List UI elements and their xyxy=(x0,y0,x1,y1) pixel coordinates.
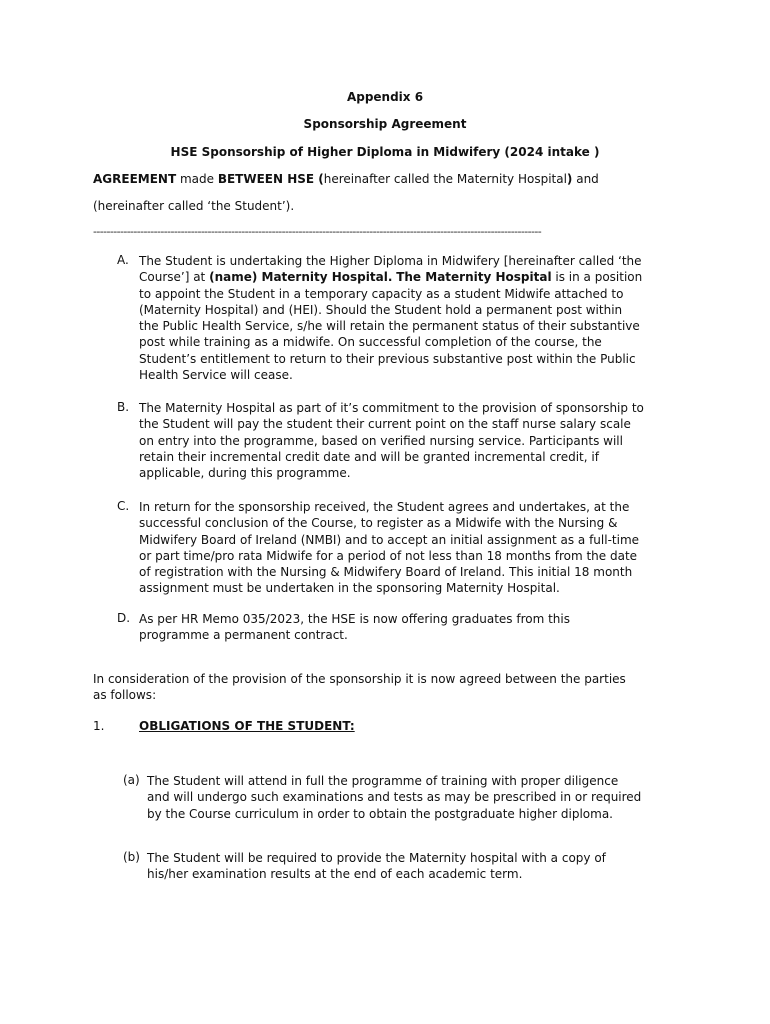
section-1-number: 1. xyxy=(93,719,105,733)
clause-a-part3: is in a position to appoint the Student in a temporary capacity as a student Midwife attached to (Maternity Hospital) and (HEI). Should the Student hold a permanent post within the Public Health Service, s/he will retain the permanent status of their substantive post while training as a midwife. On successful completion of the course, the Student’s entitlement to return to their previous substantive post within the Public Health Service will cease. xyxy=(139,270,643,383)
subclause-b-letter: (b) xyxy=(123,850,140,864)
clause-a-part1: The Student is undertaking the Higher Diploma in Midwifery [hereinafter called ‘the Course’] at xyxy=(139,254,642,285)
subclause-a-text: The Student will attend in full the programme of training with proper diligence and will undergo such examinations and tests as may be prescribed in or required by the Course curriculum in order to obtain the postgraduate higher diploma. xyxy=(147,774,642,821)
hospital-designation: hereinafter called the Maternity Hospital xyxy=(323,172,567,186)
between-hse: BETWEEN HSE ( xyxy=(217,172,324,186)
clause-a-hospital-name: (name) Maternity Hospital. xyxy=(209,270,393,285)
agreement-word: AGREEMENT xyxy=(93,172,177,186)
clause-b-letter: B. xyxy=(117,400,130,414)
clause-d-letter: D. xyxy=(117,611,131,625)
clause-b-text: The Maternity Hospital as part of it’s commitment to the provision of sponsorship to the Student will pay the student their current point on the staff nurse salary scale on entry into the programme, based on verified nursing service. Participants will retain their incremental credit date and will be granted incremental credit, if applicable, during this programme. xyxy=(139,401,644,481)
program-title: HSE Sponsorship of Higher Diploma in Midwifery (2024 intake ) xyxy=(170,145,600,159)
clause-c-text: In return for the sponsorship received, the Student agrees and undertakes, at the successful conclusion of the Course, to register as a Midwife with the Nursing & Midwifery Board of Ireland (NMBI) and to accept an initial assignment as a full-time or part time/pro rata Midwife for a period of not less than 18 months from the date of registration with the Nursing & Midwifery Board of Ireland. This initial 18 month assignment must be undertaken in the sponsoring Maternity Hospital. xyxy=(139,500,640,596)
separator-line: ------------------------------------------------------------------------------------------------------------------------------------- xyxy=(93,225,542,238)
parties-line xyxy=(93,172,693,186)
clause-d-text: As per HR Memo 035/2023, the HSE is now offering graduates from this programme a permanent contract. xyxy=(139,612,570,643)
clause-a-text xyxy=(139,253,644,383)
made-word: made xyxy=(176,172,218,186)
clause-c-letter: C. xyxy=(117,499,130,513)
close-paren: ) xyxy=(566,172,573,186)
subclause-b-text: The Student will be required to provide the Maternity hospital with a copy of his/her examination results at the end of each academic term. xyxy=(147,851,606,882)
and-word: and xyxy=(572,172,599,186)
clause-a-maternity-hospital: The Maternity Hospital xyxy=(396,270,552,285)
clause-a-letter: A. xyxy=(117,253,129,267)
section-1-heading: OBLIGATIONS OF THE STUDENT: xyxy=(139,719,355,733)
student-designation: (hereinafter called ‘the Student’). xyxy=(93,199,295,213)
appendix-heading: Appendix 6 xyxy=(346,90,424,104)
consideration-paragraph: In consideration of the provision of the sponsorship it is now agreed between the parties as follows: xyxy=(93,672,626,703)
agreement-title: Sponsorship Agreement xyxy=(303,117,467,131)
subclause-a-letter: (a) xyxy=(123,773,140,787)
